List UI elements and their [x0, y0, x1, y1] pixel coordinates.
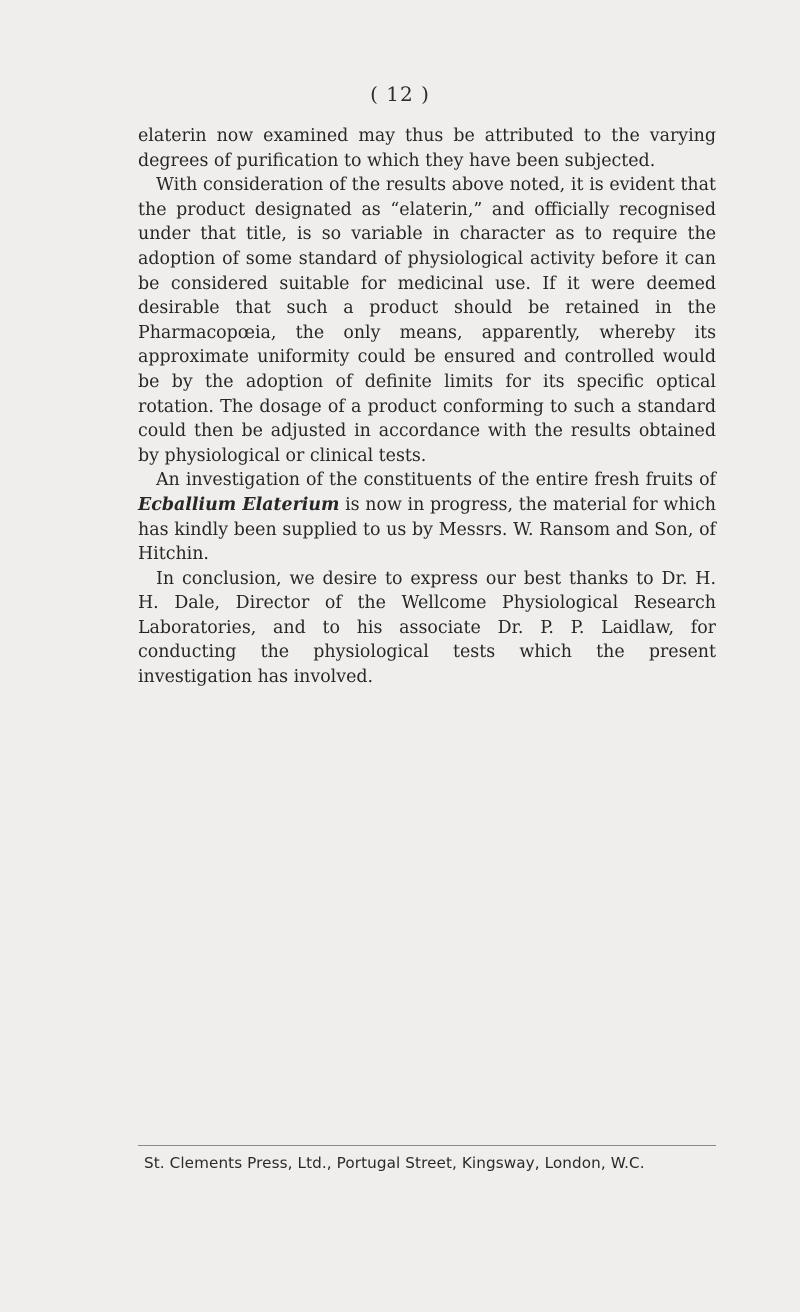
- paragraph-acknowledgements: In conclusion, we desire to express our best thanks to Dr. H. H. Dale, Director of the Wellcome Physiological Research Laboratories, and to his associate Dr. P. P. Laidlaw, for conducting the physiological tests which the present investigation has involved.: [138, 568, 716, 688]
- footer-rule: [138, 1145, 716, 1146]
- investigation-text-start: An investigation of the constituents of the entire fresh fruits of: [156, 470, 716, 491]
- paragraph-continuation: elaterin now examined may thus be attributed to the varying degrees of purification to which they have been subjected.: [138, 126, 716, 171]
- species-name: Ecballium Elaterium: [138, 494, 340, 515]
- printer-imprint: St. Clements Press, Ltd., Portugal Street, Kingsway, London, W.C.: [144, 1154, 645, 1172]
- paragraph-elaterin-standard: With consideration of the results above noted, it is evident that the product designated as “elaterin,” and officially recognised under that title, is so variable in character as to require the adoption of some standard of physiological activity before it can be considered suitable for medicinal use. If it were deemed desirable that such a product should be retained in the Pharmacopœia, the only means, apparently, whereby its approximate uniformity could be ensured and controlled would be by the adoption of definite limits for its specific optical rotation. The dosage of a product conforming to such a standard could then be adjusted in accordance with the results obtained by physiological or clinical tests.: [138, 175, 716, 466]
- body-text: [138, 124, 716, 690]
- investigation-text-end: is now in progress, the material for which has kindly been supplied to us by Messrs. W. Ransom and Son, of Hitchin.: [138, 494, 717, 565]
- page-number: ( 12 ): [370, 82, 430, 106]
- paragraph-investigation: [138, 468, 716, 566]
